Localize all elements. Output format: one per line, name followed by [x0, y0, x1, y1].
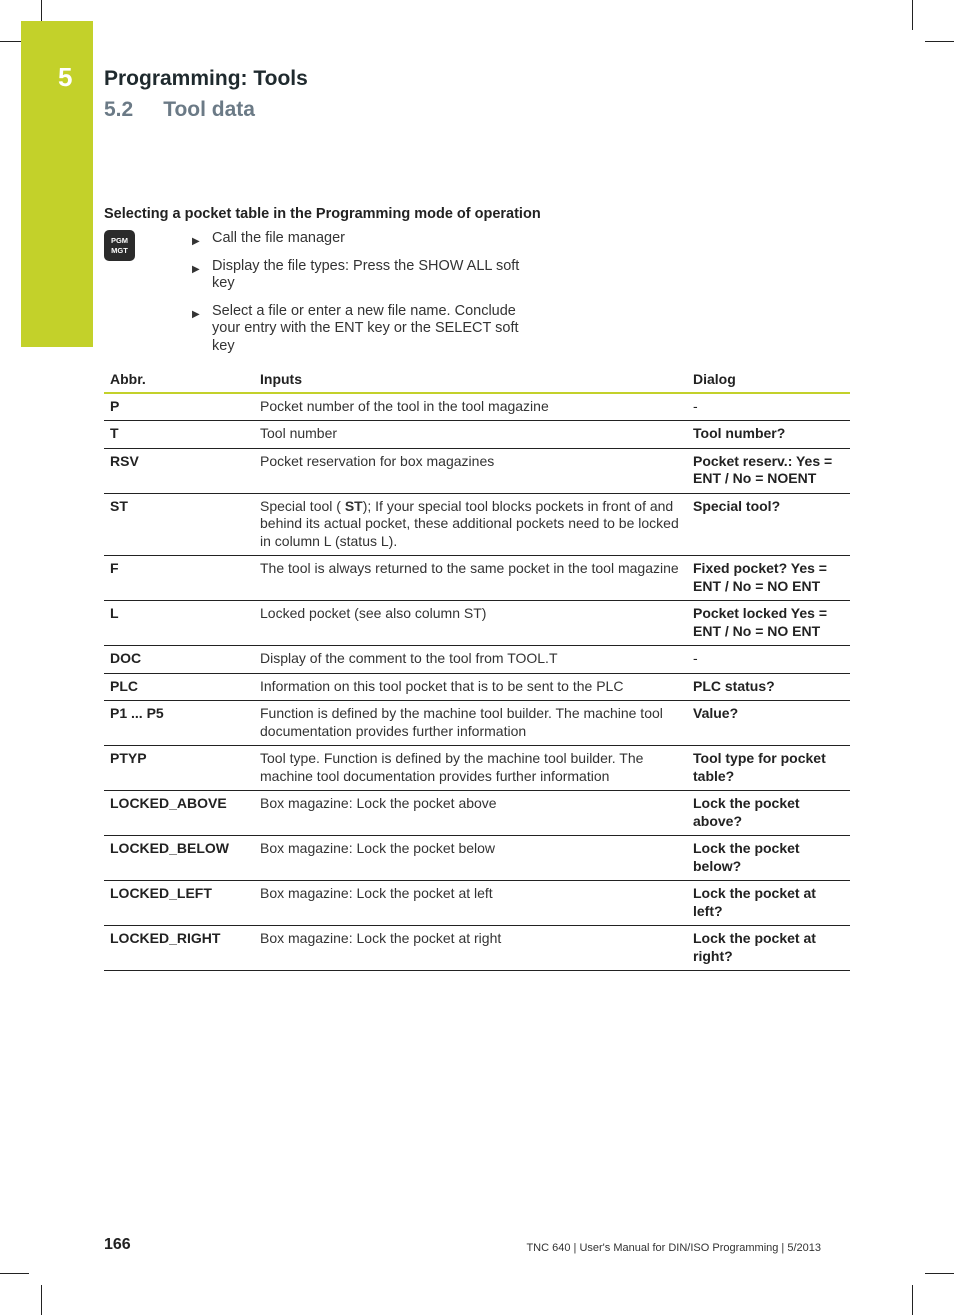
cell-inputs: Box magazine: Lock the pocket at left — [254, 881, 687, 926]
section-title: Tool data — [163, 98, 255, 121]
step-text: Display the file types: Press the SHOW ALL soft key — [212, 257, 520, 291]
crop-mark — [912, 1285, 913, 1315]
cell-dialog: PLC status? — [687, 673, 850, 701]
cell-abbr: ST — [104, 493, 254, 556]
cell-abbr: LOCKED_LEFT — [104, 881, 254, 926]
inputs-text: ); If your special tool blocks pockets in front of and behind its actual pocket, these additional pockets need to be locked in column L (status L). — [260, 497, 679, 549]
cell-inputs: Information on this tool pocket that is to be sent to the PLC — [254, 673, 687, 701]
cell-dialog: - — [687, 646, 850, 674]
cell-inputs: Box magazine: Lock the pocket above — [254, 791, 687, 836]
table-row — [104, 421, 850, 449]
cell-dialog: - — [687, 393, 850, 421]
table-row — [104, 836, 850, 881]
cell-abbr: PTYP — [104, 746, 254, 791]
table-row — [104, 926, 850, 971]
cell-inputs: Display of the comment to the tool from TOOL.T — [254, 646, 687, 674]
crop-mark — [912, 0, 913, 30]
crop-mark — [41, 1285, 42, 1315]
cell-inputs: Pocket reservation for box magazines — [254, 448, 687, 493]
chapter-title: Programming: Tools — [104, 67, 308, 90]
step-text: Select a file or enter a new file name. Conclude your entry with the ENT key or the SELECT soft key — [212, 302, 519, 354]
inputs-text: Special tool ( — [260, 497, 345, 514]
cell-abbr: T — [104, 421, 254, 449]
chapter-tab — [21, 21, 93, 347]
crop-mark — [0, 1273, 29, 1274]
pgm-mgt-key-icon — [104, 230, 135, 261]
cell-dialog: Lock the pocket at left? — [687, 881, 850, 926]
table-row — [104, 448, 850, 493]
cell-abbr: DOC — [104, 646, 254, 674]
step-list — [192, 230, 537, 365]
cell-abbr: RSV — [104, 448, 254, 493]
section-number: 5.2 — [104, 98, 134, 121]
cell-abbr: LOCKED_ABOVE — [104, 791, 254, 836]
cell-dialog: Pocket locked Yes = ENT / No = NO ENT — [687, 601, 850, 646]
section-heading — [104, 98, 255, 122]
key-label-line1: PGM — [110, 235, 129, 245]
table-row — [104, 791, 850, 836]
arrow-right-icon: ▶ — [192, 308, 200, 320]
crop-mark — [0, 41, 21, 42]
cell-inputs: Tool type. Function is defined by the machine tool builder. The machine tool documentation provides further information — [254, 746, 687, 791]
cell-abbr: L — [104, 601, 254, 646]
cell-inputs — [254, 493, 687, 556]
cell-inputs: Locked pocket (see also column ST) — [254, 601, 687, 646]
column-header-inputs: Inputs — [254, 367, 687, 393]
chapter-number: 5 — [58, 62, 73, 92]
table-header-row — [104, 367, 850, 393]
table-row — [104, 881, 850, 926]
cell-abbr: LOCKED_BELOW — [104, 836, 254, 881]
footer-text: TNC 640 | User's Manual for DIN/ISO Programming | 5/2013 — [526, 1242, 821, 1254]
table-row — [104, 493, 850, 556]
column-header-abbr: Abbr. — [104, 367, 254, 393]
pocket-table — [104, 367, 850, 971]
table-row — [104, 646, 850, 674]
table-row — [104, 393, 850, 421]
cell-abbr: LOCKED_RIGHT — [104, 926, 254, 971]
column-header-dialog: Dialog — [687, 367, 850, 393]
step-text: Call the file manager — [212, 230, 345, 246]
cell-dialog: Lock the pocket below? — [687, 836, 850, 881]
key-label-line2: MGT — [111, 245, 128, 255]
cell-inputs: Pocket number of the tool in the tool magazine — [254, 393, 687, 421]
cell-dialog: Value? — [687, 701, 850, 746]
table-row — [104, 701, 850, 746]
table-row — [104, 746, 850, 791]
cell-abbr: F — [104, 556, 254, 601]
cell-dialog: Lock the pocket at right? — [687, 926, 850, 971]
cell-dialog: Special tool? — [687, 493, 850, 556]
cell-dialog: Tool number? — [687, 421, 850, 449]
cell-dialog: Pocket reserv.: Yes = ENT / No = NOENT — [687, 448, 850, 493]
list-item — [192, 303, 537, 356]
cell-dialog: Tool type for pocket table? — [687, 746, 850, 791]
cell-dialog: Lock the pocket above? — [687, 791, 850, 836]
table-row — [104, 601, 850, 646]
arrow-right-icon: ▶ — [192, 263, 200, 275]
crop-mark — [925, 1273, 954, 1274]
subheading: Selecting a pocket table in the Programming mode of operation — [104, 206, 541, 222]
cell-abbr: P — [104, 393, 254, 421]
cell-inputs: Box magazine: Lock the pocket at right — [254, 926, 687, 971]
cell-inputs: Function is defined by the machine tool builder. The machine tool documentation provides further information — [254, 701, 687, 746]
cell-dialog: Fixed pocket? Yes = ENT / No = NO ENT — [687, 556, 850, 601]
list-item — [192, 258, 537, 293]
cell-inputs: Tool number — [254, 421, 687, 449]
crop-mark — [925, 41, 954, 42]
arrow-right-icon: ▶ — [192, 236, 200, 247]
cell-inputs: Box magazine: Lock the pocket below — [254, 836, 687, 881]
cell-abbr: P1 ... P5 — [104, 701, 254, 746]
crop-mark — [41, 0, 42, 21]
cell-inputs: The tool is always returned to the same pocket in the tool magazine — [254, 556, 687, 601]
list-item — [192, 230, 537, 248]
table-row — [104, 556, 850, 601]
cell-abbr: PLC — [104, 673, 254, 701]
table-row — [104, 673, 850, 701]
page-number: 166 — [104, 1236, 131, 1253]
inputs-bold-text: ST — [344, 497, 363, 514]
